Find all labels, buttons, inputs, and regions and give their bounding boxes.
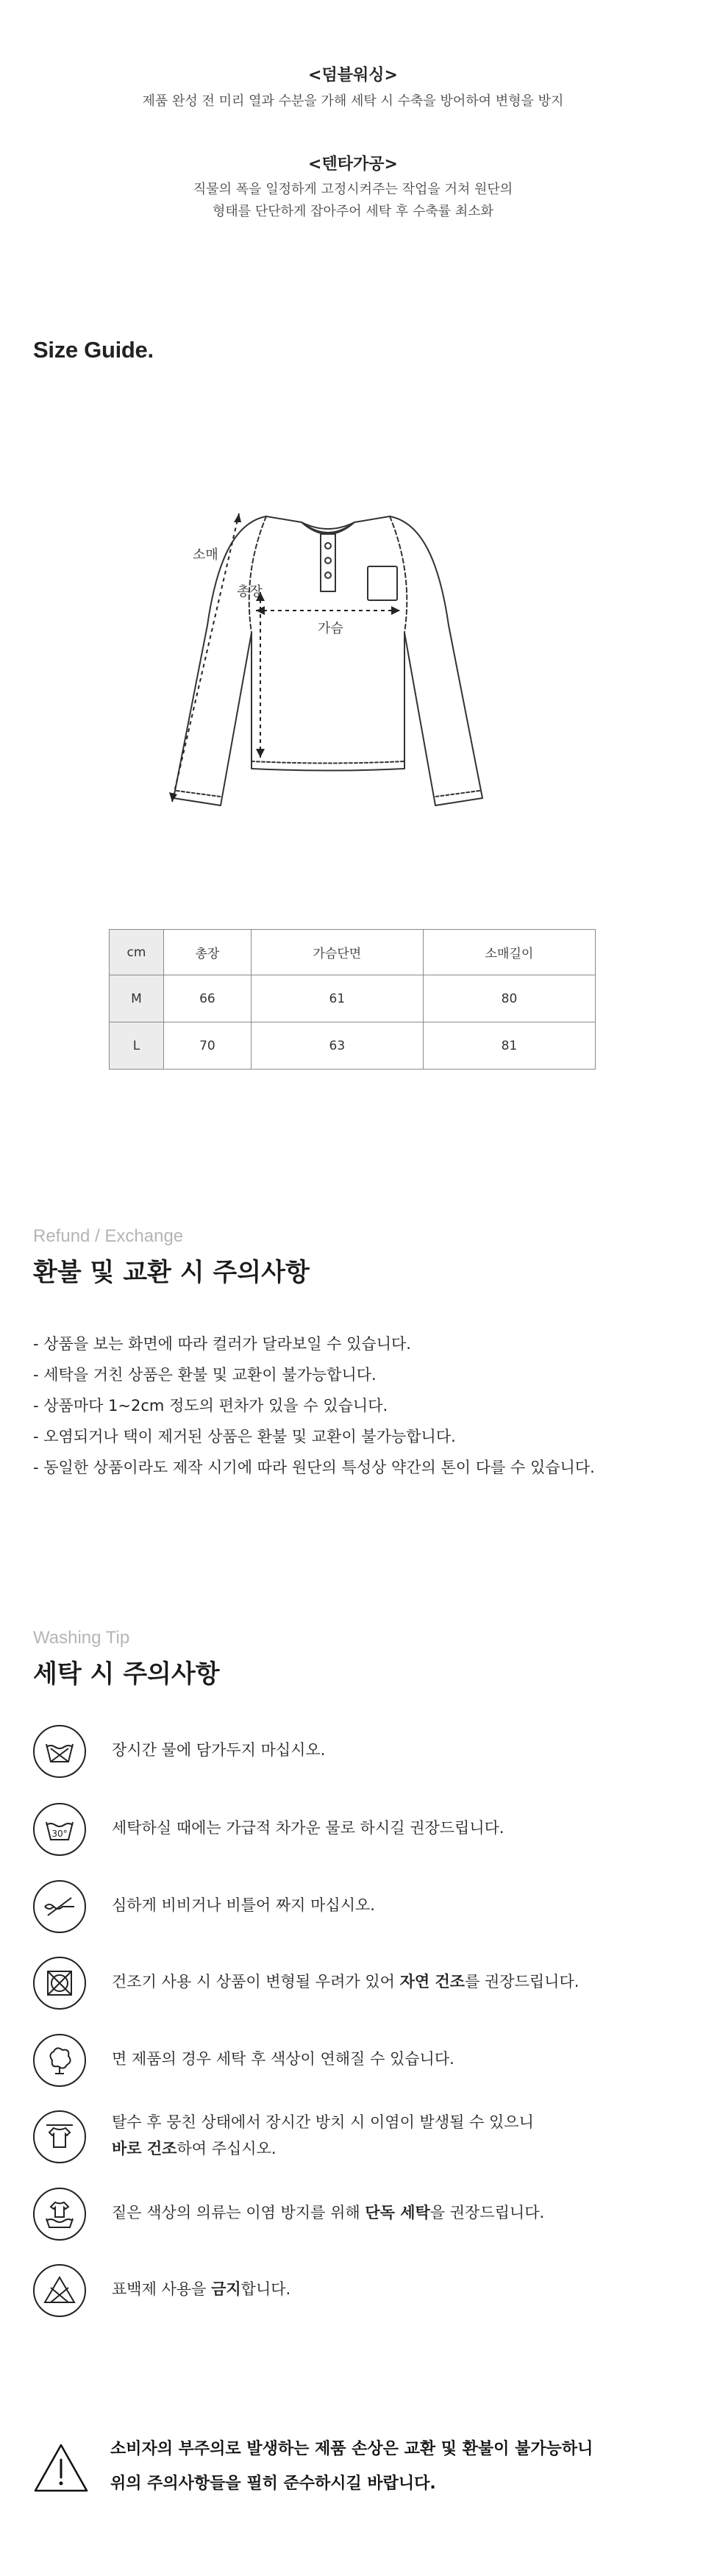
washing-text: 심하게 비비거나 비틀어 짜지 마십시오. [112,1896,375,1914]
size-table [109,929,596,1070]
washing-item [33,1954,680,2013]
no-tumble-dry-icon [33,1957,86,2010]
washing-title: 세탁 시 주의사항 [33,1659,220,1689]
feature-title-tenter: <텐타가공> [308,155,398,174]
feature-desc-tenter-line2: 형태를 단단하게 잡아주어 세탁 후 수축률 최소화 [212,204,494,219]
length-label: 총장 [237,584,263,599]
feature-desc-tenter-line1: 직물의 폭을 일정하게 고정시켜주는 작업을 거쳐 원단의 [193,182,513,197]
size-table-cell: 63 [251,1022,423,1070]
chest-label: 가슴 [318,621,343,636]
size-table-cell: 80 [423,975,595,1022]
size-table-row [110,1022,596,1070]
size-table-header-cell: 총장 [164,930,252,975]
size-table-header-cell: 가슴단면 [251,930,423,975]
washing-text: 장시간 물에 담가두지 마십시오. [112,1741,326,1759]
bottom-notice-line: 위의 주의사항들을 필히 준수하시길 바랍니다. [110,2474,436,2493]
svg-text:30°: 30° [51,1829,68,1839]
garment-body [252,633,404,771]
washing-item [33,2261,680,2320]
list-item: - 상품마다 1~2cm 정도의 편차가 있을 수 있습니다. [33,1397,388,1415]
wash-separately-icon [33,2188,86,2241]
dry-immediately-icon [33,2110,86,2163]
size-table-cell: 70 [164,1022,252,1070]
bottom-notice [110,2432,684,2501]
warning-icon [33,2442,89,2494]
refund-subtitle: Refund / Exchange [33,1226,184,1246]
washing-item [33,2031,680,2090]
washing-text: 표백제 사용을 금지합니다. [112,2280,291,2298]
refund-title: 환불 및 교환 시 주의사항 [33,1258,310,1287]
cotton-icon [33,2034,86,2087]
feature-desc-tumble-washing: 제품 완성 전 미리 열과 수분을 가해 세탁 시 수축을 방어하여 변형을 방지 [142,93,564,109]
list-item: - 오염되거나 택이 제거된 상품은 환불 및 교환이 불가능합니다. [33,1428,456,1445]
washing-text: 건조기 사용 시 상품이 변형될 우려가 있어 자연 건조를 권장드립니다. [112,1973,580,1990]
size-table-header-row [110,930,596,975]
size-table-row [110,975,596,1022]
no-bleach-icon [33,2264,86,2317]
size-table-header-cell: cm [110,930,164,975]
size-guide-title: Size Guide. [33,337,154,363]
washing-item [33,1722,680,1781]
bottom-notice-line: 소비자의 부주의로 발생하는 제품 손상은 교환 및 환불이 불가능하니 [110,2440,593,2458]
garment-pocket [368,566,397,600]
washing-subtitle: Washing Tip [33,1628,130,1648]
washing-text: 면 제품의 경우 세탁 후 색상이 연해질 수 있습니다. [112,2050,454,2068]
size-table-size-cell: L [110,1022,164,1070]
washing-item [33,2107,680,2166]
refund-notice-list [33,1328,680,1483]
list-item: - 상품을 보는 화면에 따라 컬러가 달라보일 수 있습니다. [33,1335,411,1353]
garment-size-diagram [147,478,559,861]
washing-item [33,1877,680,1936]
size-table-header-cell: 소매길이 [423,930,595,975]
washing-item [33,2185,680,2244]
size-table-size-cell: M [110,975,164,1022]
size-table-cell: 81 [423,1022,595,1070]
washing-item [33,1800,680,1859]
feature-title-tumble-washing: <덤블워싱> [308,66,398,85]
cold-wash-30-icon [33,1803,86,1856]
size-table-cell: 66 [164,975,252,1022]
no-wring-icon [33,1880,86,1933]
washing-text: 탈수 후 뭉친 상태에서 장시간 방치 시 이염이 발생될 수 있으니 바로 건조하여 주십시오. [112,2113,534,2157]
list-item: - 동일한 상품이라도 제작 시기에 따라 원단의 특성상 약간의 톤이 다를 수 있습니다. [33,1459,595,1476]
washing-text: 세탁하실 때에는 가급적 차가운 물로 하시길 권장드립니다. [112,1819,504,1837]
size-table-cell: 61 [251,975,423,1022]
sleeve-label: 소매 [193,547,218,563]
list-item: - 세탁을 거친 상품은 환불 및 교환이 불가능합니다. [33,1366,377,1384]
no-soak-icon [33,1725,86,1778]
washing-text: 짙은 색상의 의류는 이염 방지를 위해 단독 세탁을 권장드립니다. [112,2204,545,2221]
